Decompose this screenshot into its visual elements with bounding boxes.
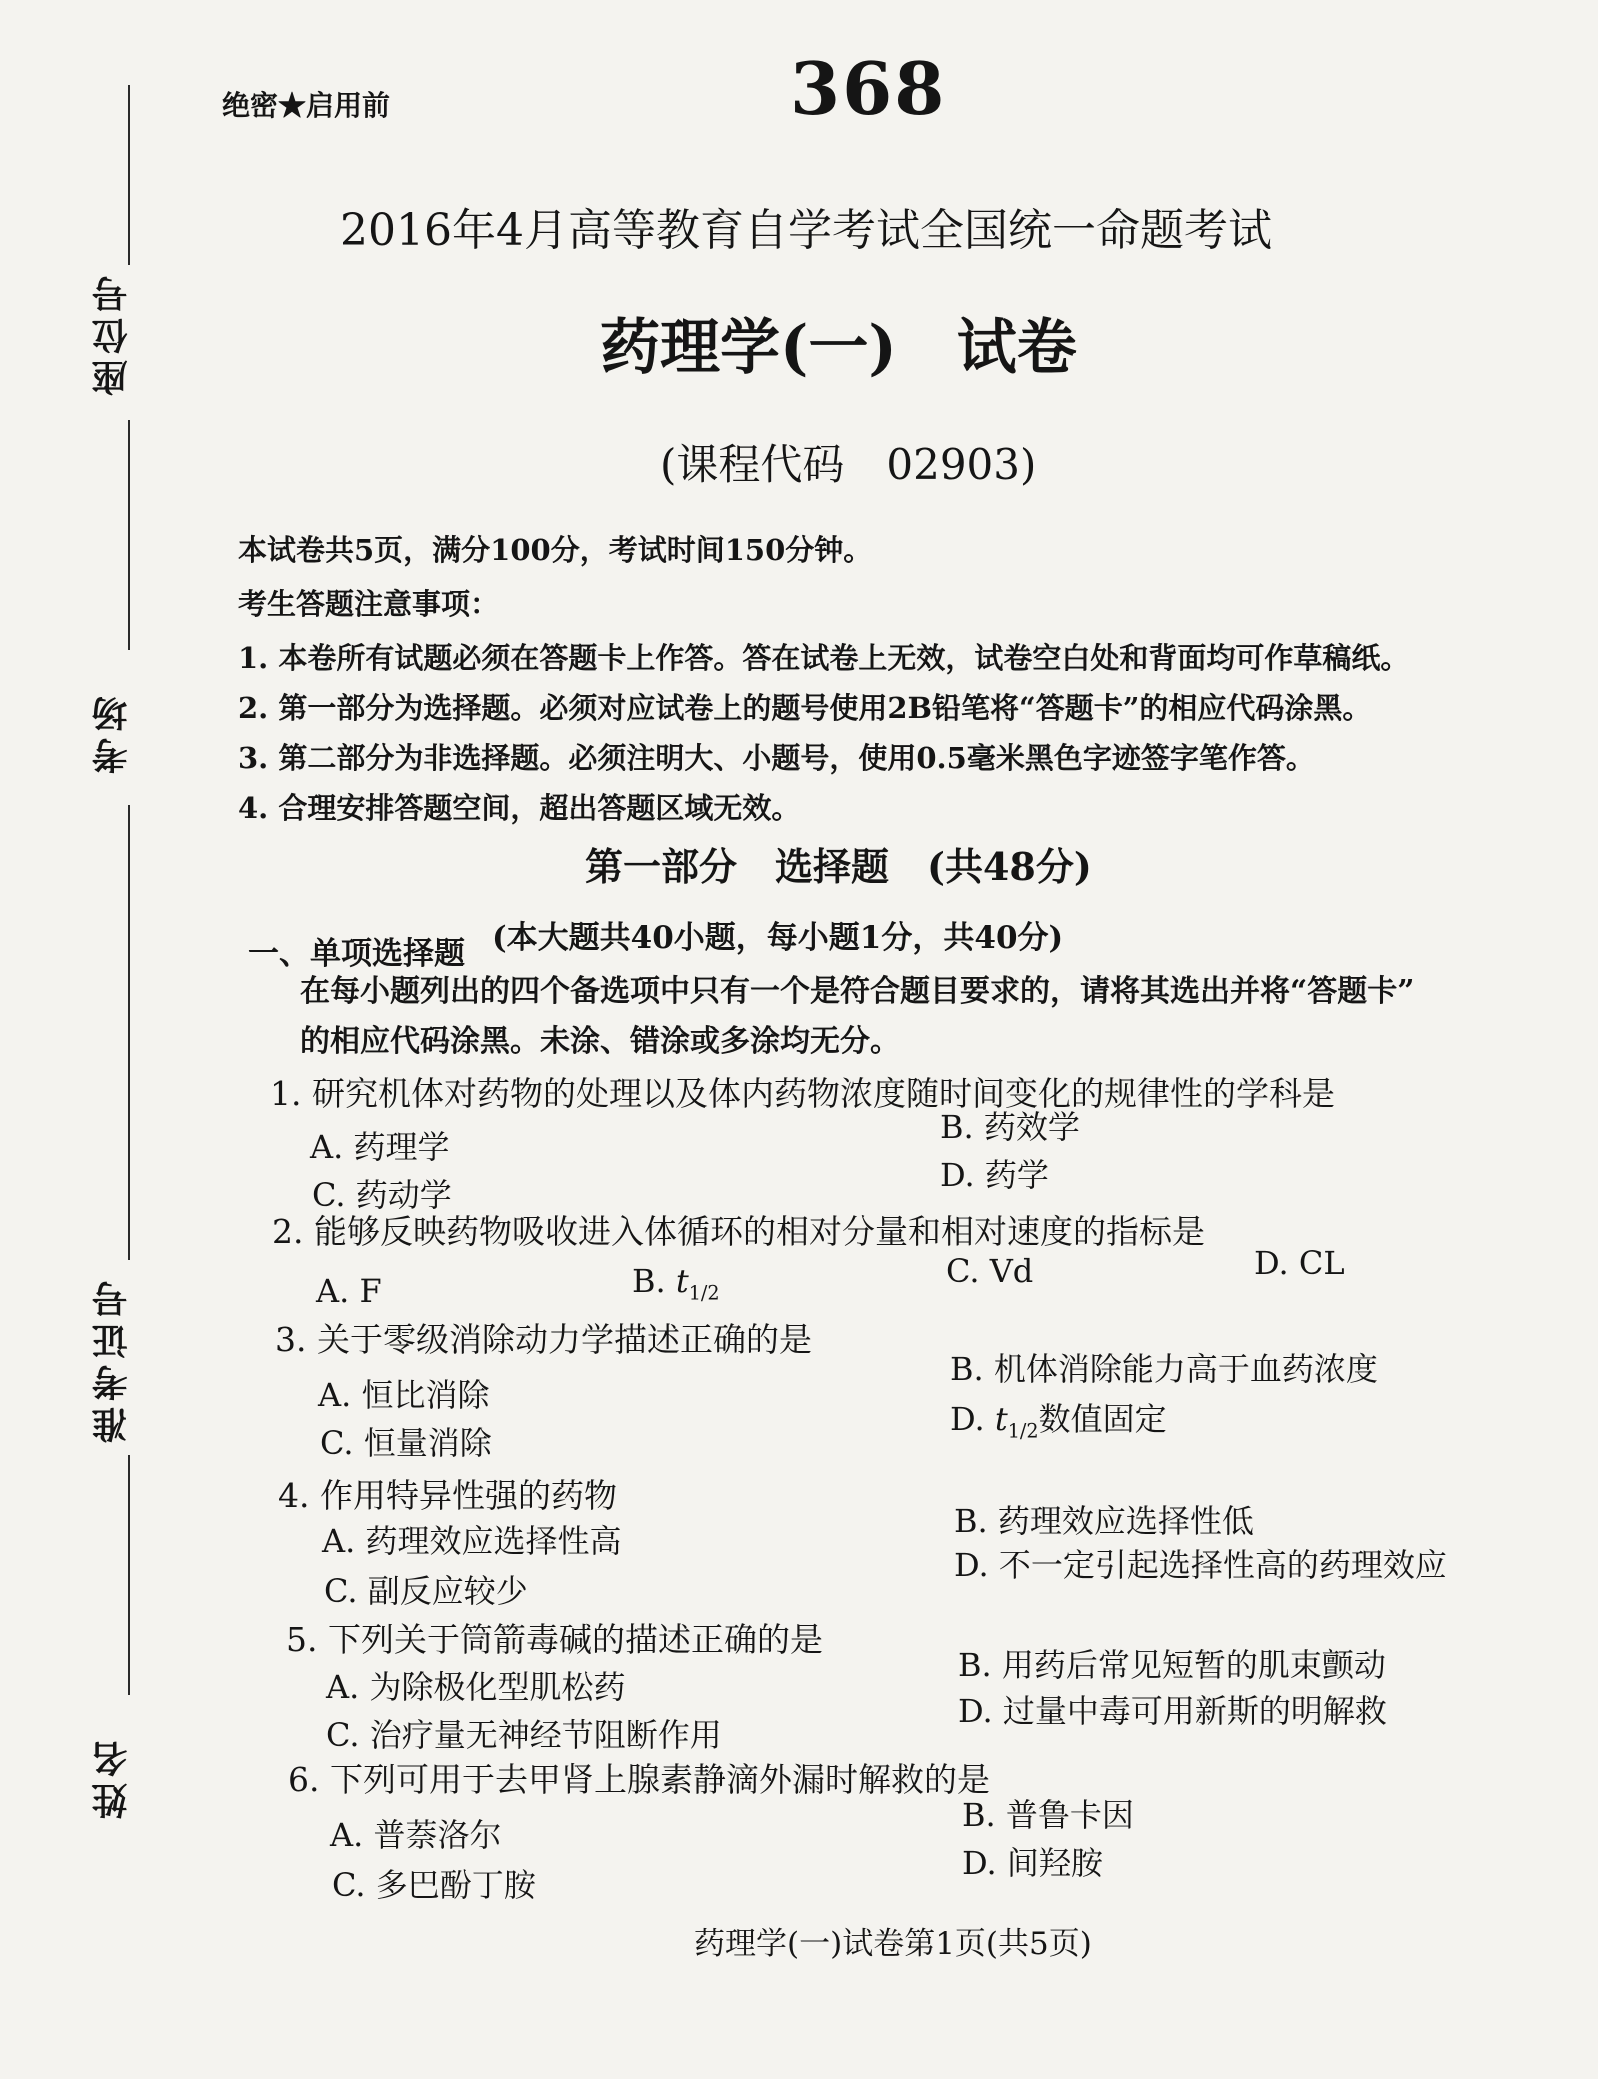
section1-instruction: 在每小题列出的四个备选项中只有一个是符合题目要求的，请将其选出并将“答题卡”	[300, 974, 1415, 1009]
option-b-subscript: 1/2	[688, 1281, 720, 1305]
question-stem: 5. 下列关于筒箭毒碱的描述正确的是	[286, 1620, 823, 1659]
paper-number: 368	[790, 46, 947, 131]
section1-meta: (本大题共40小题，每小题1分，共40分)	[492, 920, 1064, 956]
notice-item: 1. 本卷所有试题必须在答题卡上作答。答在试卷上无效，试卷空白处和背面均可作草稿纸。	[238, 641, 1410, 675]
binding-line-1	[128, 85, 130, 265]
option-a: A. 恒比消除	[318, 1376, 490, 1414]
option-d-subscript: 1/2	[1007, 1419, 1039, 1443]
option-c: C. 治疗量无神经节阻断作用	[326, 1716, 722, 1754]
option-a: A. F	[316, 1272, 382, 1310]
option-a: A. 为除极化型肌松药	[326, 1668, 626, 1706]
option-b: B. 机体消除能力高于血药浓度	[950, 1350, 1378, 1388]
option-d: D. 不一定引起选择性高的药理效应	[954, 1546, 1447, 1584]
option-b: B. 用药后常见短暂的肌束颤动	[958, 1646, 1386, 1684]
notice-item: 2. 第一部分为选择题。必须对应试卷上的题号使用2B铅笔将“答题卡”的相应代码涂黑。	[238, 691, 1372, 725]
exam-intro: 本试卷共5页，满分100分，考试时间150分钟。	[238, 533, 873, 567]
part1-heading: 第一部分 选择题 (共48分)	[585, 844, 1092, 889]
name-label: 姓名	[91, 1735, 133, 1819]
option-d-symbol: t	[994, 1400, 1008, 1438]
option-b	[632, 1262, 720, 1304]
option-b: B. 药效学	[940, 1108, 1080, 1146]
option-a: A. 药理效应选择性高	[322, 1522, 622, 1560]
option-c: C. 多巴酚丁胺	[332, 1866, 536, 1904]
option-a: A. 普萘洛尔	[330, 1816, 502, 1854]
notice-heading: 考生答题注意事项：	[238, 587, 500, 621]
option-c: C. 恒量消除	[320, 1424, 492, 1462]
notice-item: 3. 第二部分为非选择题。必须注明大、小题号，使用0.5毫米黑色字迹签字笔作答。	[238, 741, 1315, 775]
question-stem: 2. 能够反映药物吸收进入体循环的相对分量和相对速度的指标是	[272, 1212, 1205, 1251]
binding-line-4	[128, 1455, 130, 1695]
page-footer: 药理学(一)试卷第1页(共5页)	[694, 1926, 1092, 1962]
option-a: A. 药理学	[310, 1128, 450, 1166]
option-d	[950, 1394, 1167, 1442]
subject-title: 药理学(一) 试卷	[600, 313, 1077, 383]
option-d-text: 数值固定	[1038, 1400, 1167, 1438]
option-d: D. CL	[1254, 1244, 1345, 1282]
binding-line-2	[128, 420, 130, 650]
seat-number-label: 座位号	[91, 270, 133, 396]
question-stem: 6. 下列可用于去甲肾上腺素静滴外漏时解救的是	[288, 1760, 990, 1799]
option-b-symbol: t	[675, 1262, 689, 1300]
binding-line-3	[128, 805, 130, 1260]
option-b: B. 药理效应选择性低	[954, 1502, 1254, 1540]
question-stem: 4. 作用特异性强的药物	[278, 1476, 617, 1515]
exam-room-label: 考场	[91, 690, 133, 774]
option-c: C. 副反应较少	[324, 1572, 528, 1610]
option-d: D. 过量中毒可用新斯的明解救	[958, 1692, 1387, 1730]
admission-number-label: 准考证号	[91, 1275, 133, 1443]
course-code: (课程代码 02903)	[660, 440, 1037, 489]
section1-instruction: 的相应代码涂黑。未涂、错涂或多涂均无分。	[300, 1024, 900, 1059]
option-d: D. 间羟胺	[962, 1844, 1103, 1882]
option-b-prefix: B.	[632, 1262, 666, 1300]
option-c: C. Vd	[946, 1252, 1034, 1290]
option-c: C. 药动学	[312, 1176, 452, 1214]
option-b: B. 普鲁卡因	[962, 1796, 1134, 1834]
option-d-prefix: D.	[950, 1400, 985, 1438]
question-stem: 3. 关于零级消除动力学描述正确的是	[275, 1320, 812, 1359]
exam-title: 2016年4月高等教育自学考试全国统一命题考试	[340, 205, 1272, 256]
confidential-mark: 绝密★启用前	[222, 89, 391, 122]
section1-title: 一、单项选择题	[248, 936, 465, 972]
question-stem: 1. 研究机体对药物的处理以及体内药物浓度随时间变化的规律性的学科是	[270, 1074, 1335, 1113]
notice-item: 4. 合理安排答题空间，超出答题区域无效。	[238, 791, 801, 825]
option-d: D. 药学	[940, 1156, 1049, 1194]
